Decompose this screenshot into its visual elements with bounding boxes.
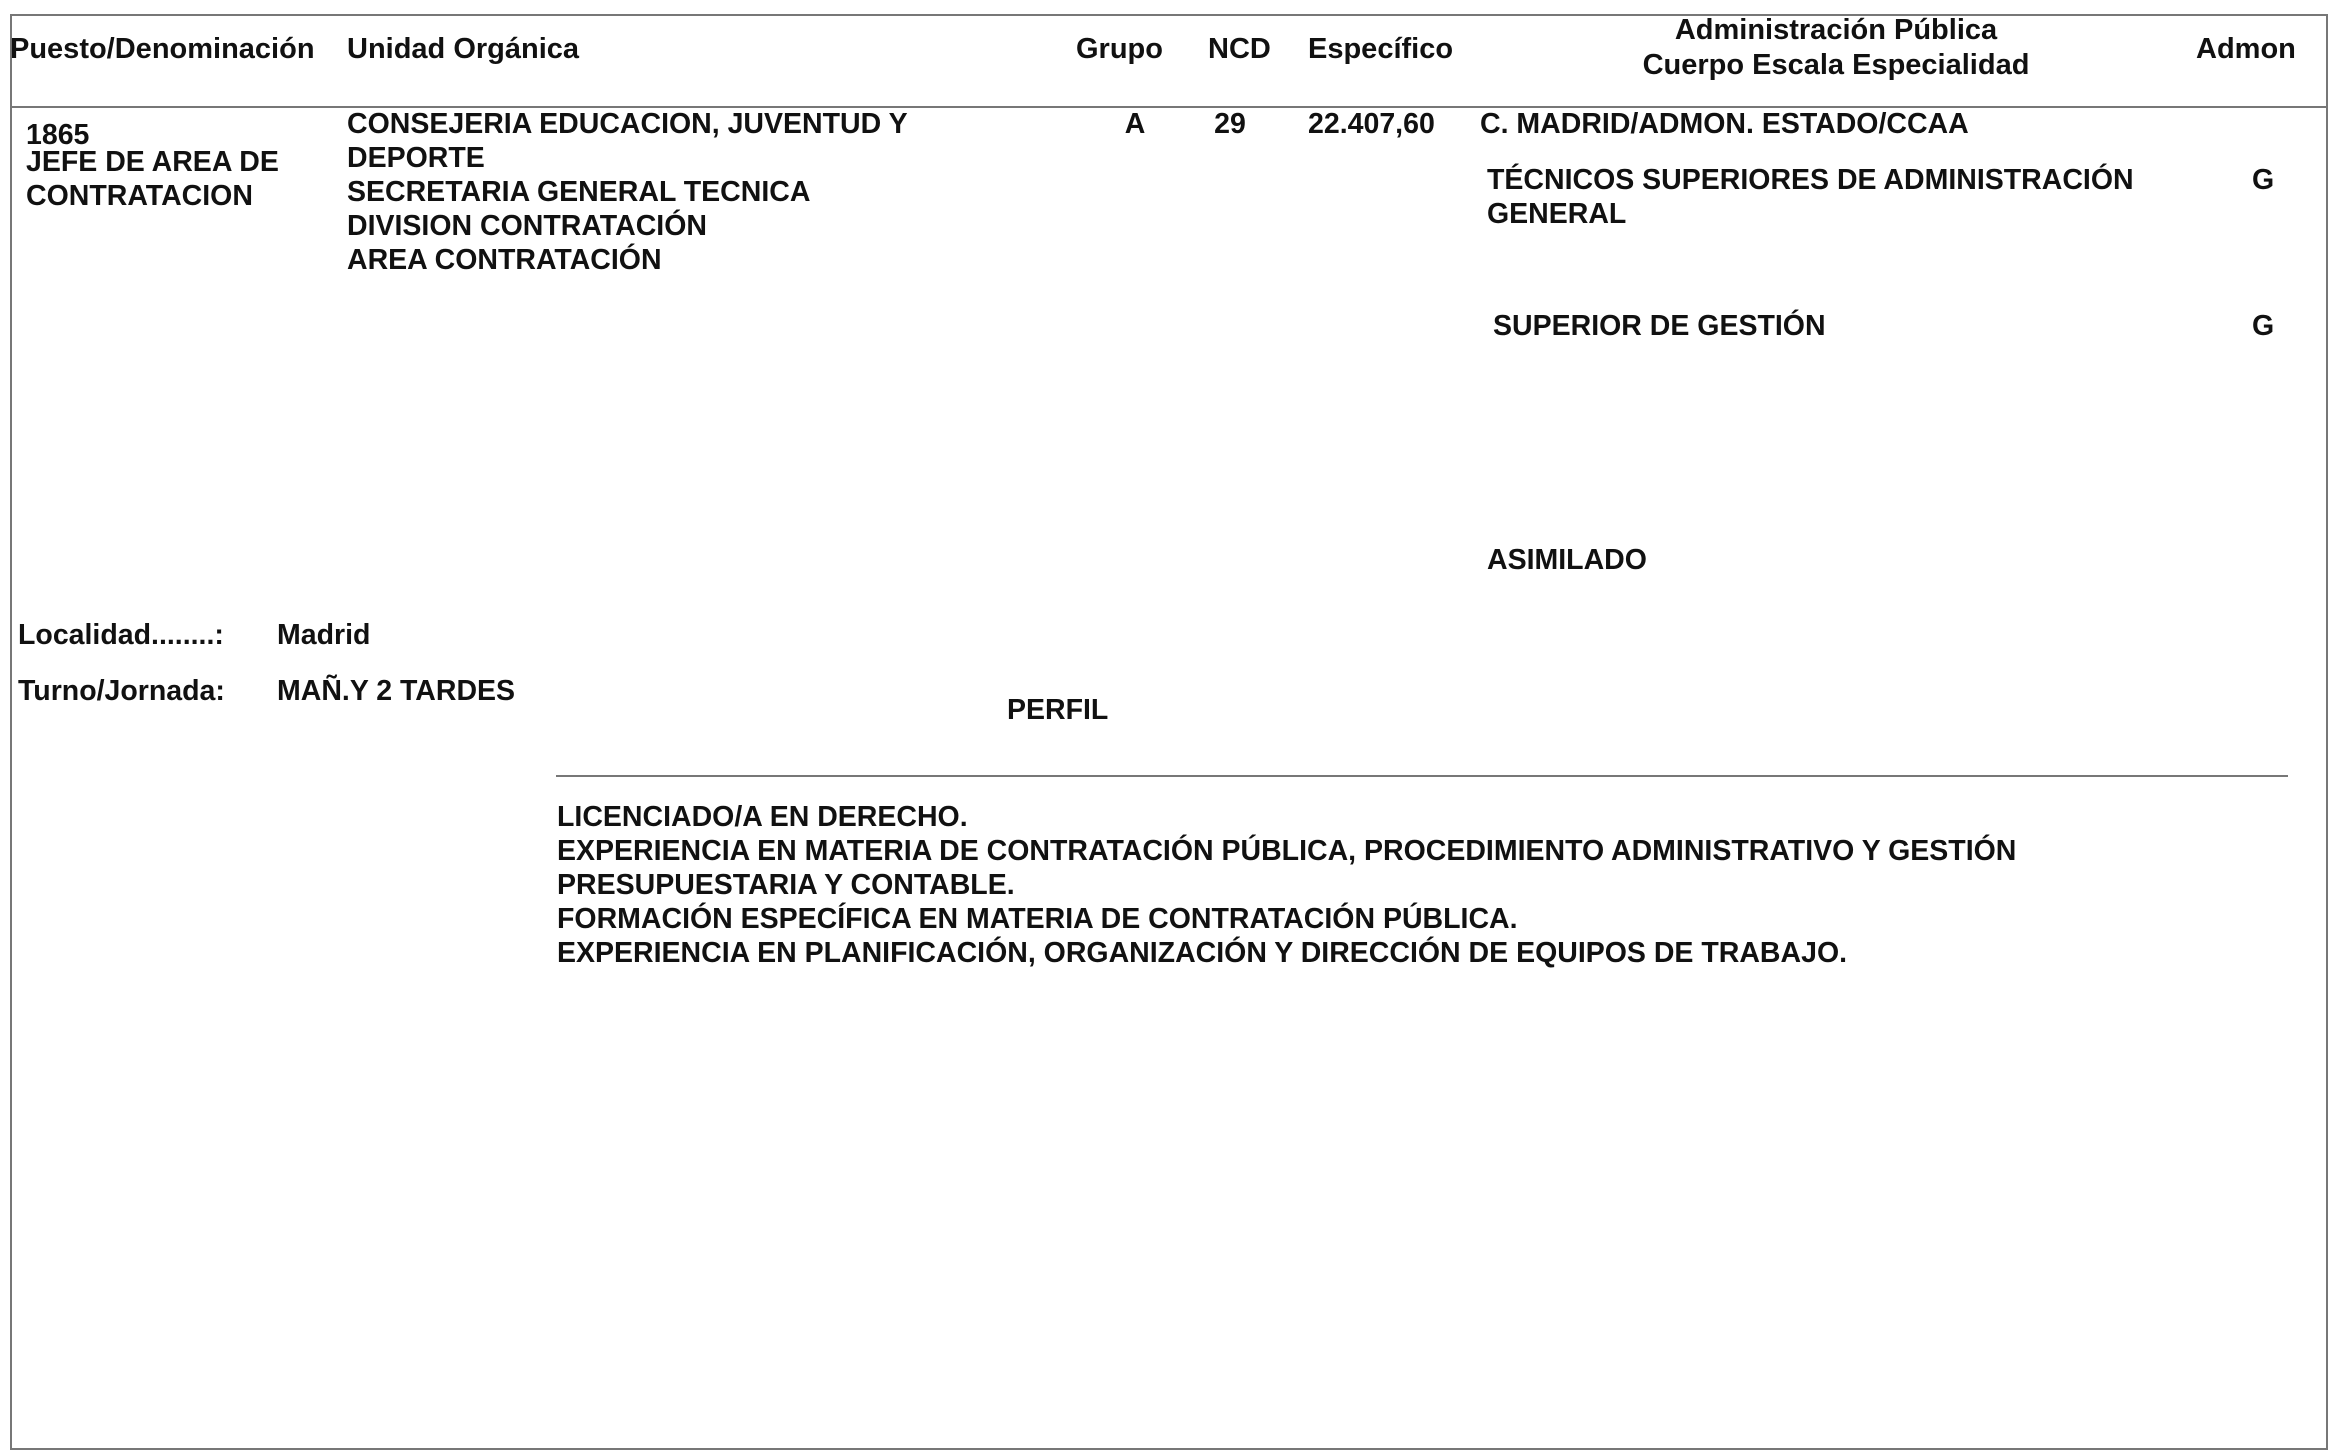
header-admin-publica-line2: Cuerpo Escala Especialidad xyxy=(1642,49,2030,81)
header-puesto: Puesto/Denominación xyxy=(10,33,315,65)
unidad-line2: DEPORTE xyxy=(347,142,485,174)
perfil-divider xyxy=(556,775,2288,777)
cuerpo-2-line1: SUPERIOR DE GESTIÓN xyxy=(1493,310,1826,342)
turno-value: MAÑ.Y 2 TARDES xyxy=(277,675,516,707)
puesto-numero: 1865 xyxy=(26,119,90,151)
perfil-line4: FORMACIÓN ESPECÍFICA EN MATERIA DE CONTRATACIÓN PÚBLICA. xyxy=(557,903,1518,935)
turno-label: Turno/Jornada: xyxy=(18,675,225,707)
puesto-denominacion-line2: CONTRATACION xyxy=(26,180,253,212)
administracion-value: C. MADRID/ADMON. ESTADO/CCAA xyxy=(1480,108,1969,140)
ncd-value: 29 xyxy=(1214,108,1246,140)
unidad-line3: SECRETARIA GENERAL TECNICA xyxy=(347,176,811,208)
cuerpo-1-line2: GENERAL xyxy=(1487,198,1627,230)
grupo-value: A xyxy=(1124,108,1146,140)
perfil-line1: LICENCIADO/A EN DERECHO. xyxy=(557,801,968,833)
perfil-line3: PRESUPUESTARIA Y CONTABLE. xyxy=(557,869,1015,901)
header-grupo: Grupo xyxy=(1076,33,1163,65)
header-ncd: NCD xyxy=(1208,33,1271,65)
unidad-line5: AREA CONTRATACIÓN xyxy=(347,244,662,276)
localidad-label: Localidad........: xyxy=(18,619,224,651)
perfil-title: PERFIL xyxy=(1007,694,1109,726)
cuerpo-2-admon: G xyxy=(2252,310,2275,342)
puesto-denominacion-line1: JEFE DE AREA DE xyxy=(26,146,279,178)
unidad-line4: DIVISION CONTRATACIÓN xyxy=(347,210,707,242)
perfil-line5: EXPERIENCIA EN PLANIFICACIÓN, ORGANIZACIÓN Y DIRECCIÓN DE EQUIPOS DE TRABAJO. xyxy=(557,937,1848,969)
perfil-line2: EXPERIENCIA EN MATERIA DE CONTRATACIÓN PÚBLICA, PROCEDIMIENTO ADMINISTRATIVO Y GESTIÓN xyxy=(557,835,2017,867)
unidad-line1: CONSEJERIA EDUCACION, JUVENTUD Y xyxy=(347,108,908,140)
header-unidad: Unidad Orgánica xyxy=(347,33,580,65)
header-admon: Admon xyxy=(2196,33,2296,65)
cuerpo-1-admon: G xyxy=(2252,164,2275,196)
header-admin-publica-line1: Administración Pública xyxy=(1674,14,1998,46)
cuerpo-3-line1: ASIMILADO xyxy=(1487,544,1647,576)
localidad-value: Madrid xyxy=(277,619,371,651)
cuerpo-1-line1: TÉCNICOS SUPERIORES DE ADMINISTRACIÓN xyxy=(1487,164,2134,196)
header-especifico: Específico xyxy=(1308,33,1454,65)
especifico-value: 22.407,60 xyxy=(1308,108,1435,140)
